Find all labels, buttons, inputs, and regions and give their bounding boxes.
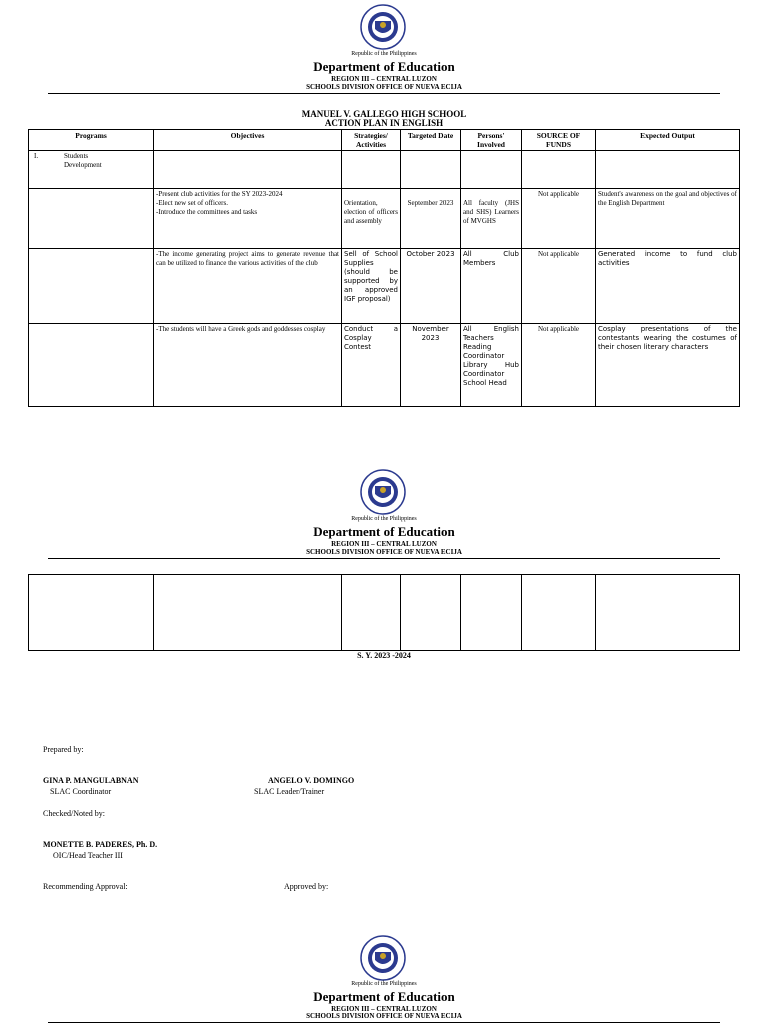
leader-title: SLAC Leader/Trainer xyxy=(254,787,325,796)
strategy-cell: Orientation, election of officers and assembly xyxy=(342,189,401,249)
header-programs: Programs xyxy=(29,130,154,151)
coordinator-title: SLAC Coordinator xyxy=(50,787,112,796)
division-label: SCHOOLS DIVISION OFFICE OF NUEVA ECIJA xyxy=(306,1012,462,1020)
region-label: REGION III – CENTRAL LUZON xyxy=(331,540,437,548)
objective-line: -The students will have a Greek gods and goddesses cosplay xyxy=(156,325,326,333)
output-cell: Generated income to fund club activities xyxy=(596,249,740,324)
table-header-row xyxy=(29,130,740,151)
date-cell: October 2023 xyxy=(401,249,461,324)
strategy-cell: Sell of School Supplies (should be supported by an approved IGF proposal) xyxy=(342,249,401,324)
checked-noted-label: Checked/Noted by: xyxy=(43,809,105,818)
objective-line: -Present club activities for the SY 2023-2024 xyxy=(156,190,283,198)
document-title: ACTION PLAN IN ENGLISH xyxy=(324,118,444,128)
head-teacher-title: OIC/Head Teacher III xyxy=(53,851,123,860)
header-targeted-date: Targeted Date xyxy=(401,130,461,151)
school-name: MANUEL V. GALLEGO HIGH SCHOOL xyxy=(301,109,467,119)
approved-by-label: Approved by: xyxy=(284,882,329,891)
program-row xyxy=(29,151,740,189)
division-label: SCHOOLS DIVISION OFFICE OF NUEVA ECIJA xyxy=(306,83,462,91)
persons-cell: All faculty (JHS and SHS) Learners of MVGHS xyxy=(461,189,522,249)
output-cell: Cosplay presentations of the contestants wearing the costumes of their chosen literary characters xyxy=(596,324,740,407)
table-row xyxy=(29,575,740,651)
division-label: SCHOOLS DIVISION OFFICE OF NUEVA ECIJA xyxy=(306,548,462,556)
header-divider xyxy=(48,93,720,94)
header-source: SOURCE OF FUNDS xyxy=(522,130,596,151)
header-strategies: Strategies/ Activities xyxy=(342,130,401,151)
republic-label: Republic of the Philippines xyxy=(351,981,417,987)
continuation-table xyxy=(28,574,740,651)
republic-label: Republic of the Philippines xyxy=(351,516,417,522)
prepared-by-label: Prepared by: xyxy=(43,745,84,754)
persons-cell: All Club Members xyxy=(461,249,522,324)
deped-seal-icon xyxy=(360,4,406,50)
deped-seal-icon xyxy=(360,935,406,981)
objective-cell xyxy=(154,189,342,249)
source-cell: Not applicable xyxy=(522,249,596,324)
head-teacher-name: MONETTE B. PADERES, Ph. D. xyxy=(43,840,158,849)
header-divider xyxy=(48,558,720,559)
program-number: I. xyxy=(34,152,39,160)
objective-cell xyxy=(154,324,342,407)
objective-line: -The income generating project aims to generate revenue that can be utilized to finance the various activities of the club xyxy=(156,250,339,267)
action-plan-table xyxy=(28,129,740,407)
table-row xyxy=(29,324,740,407)
coordinator-name: GINA P. MANGULABNAN xyxy=(43,776,139,785)
deped-seal-icon xyxy=(360,469,406,515)
recommending-approval-label: Recommending Approval: xyxy=(43,882,128,891)
objective-line: -Elect new set of officers. xyxy=(156,199,228,207)
program-name: Students Development xyxy=(64,152,102,169)
output-cell: Student's awareness on the goal and objectives of the English Department xyxy=(596,189,740,249)
header-objectives: Objectives xyxy=(154,130,342,151)
republic-label: Republic of the Philippines xyxy=(351,51,417,57)
objective-line: -Introduce the committees and tasks xyxy=(156,208,258,216)
table-row xyxy=(29,249,740,324)
table-row xyxy=(29,189,740,249)
persons-cell: All English Teachers Reading Coordinator Library Hub Coordinator School Head xyxy=(461,324,522,407)
header-divider xyxy=(48,1022,720,1023)
objective-cell xyxy=(154,249,342,324)
source-cell: Not applicable xyxy=(522,189,596,249)
program-entry xyxy=(31,152,151,170)
department-title: Department of Education xyxy=(313,524,455,539)
header-persons: Persons' Involved xyxy=(461,130,522,151)
region-label: REGION III – CENTRAL LUZON xyxy=(331,75,437,83)
source-cell: Not applicable xyxy=(522,324,596,407)
department-title: Department of Education xyxy=(313,989,455,1004)
header-output: Expected Output xyxy=(596,130,740,151)
date-cell: November 2023 xyxy=(401,324,461,407)
department-title: Department of Education xyxy=(313,59,455,74)
leader-name: ANGELO V. DOMINGO xyxy=(268,776,355,785)
strategy-cell: Conduct a Cosplay Contest xyxy=(342,324,401,407)
region-label: REGION III – CENTRAL LUZON xyxy=(331,1005,437,1013)
date-cell: September 2023 xyxy=(401,189,461,249)
school-year: S. Y. 2023 -2024 xyxy=(357,651,411,660)
program-cell xyxy=(29,151,154,189)
